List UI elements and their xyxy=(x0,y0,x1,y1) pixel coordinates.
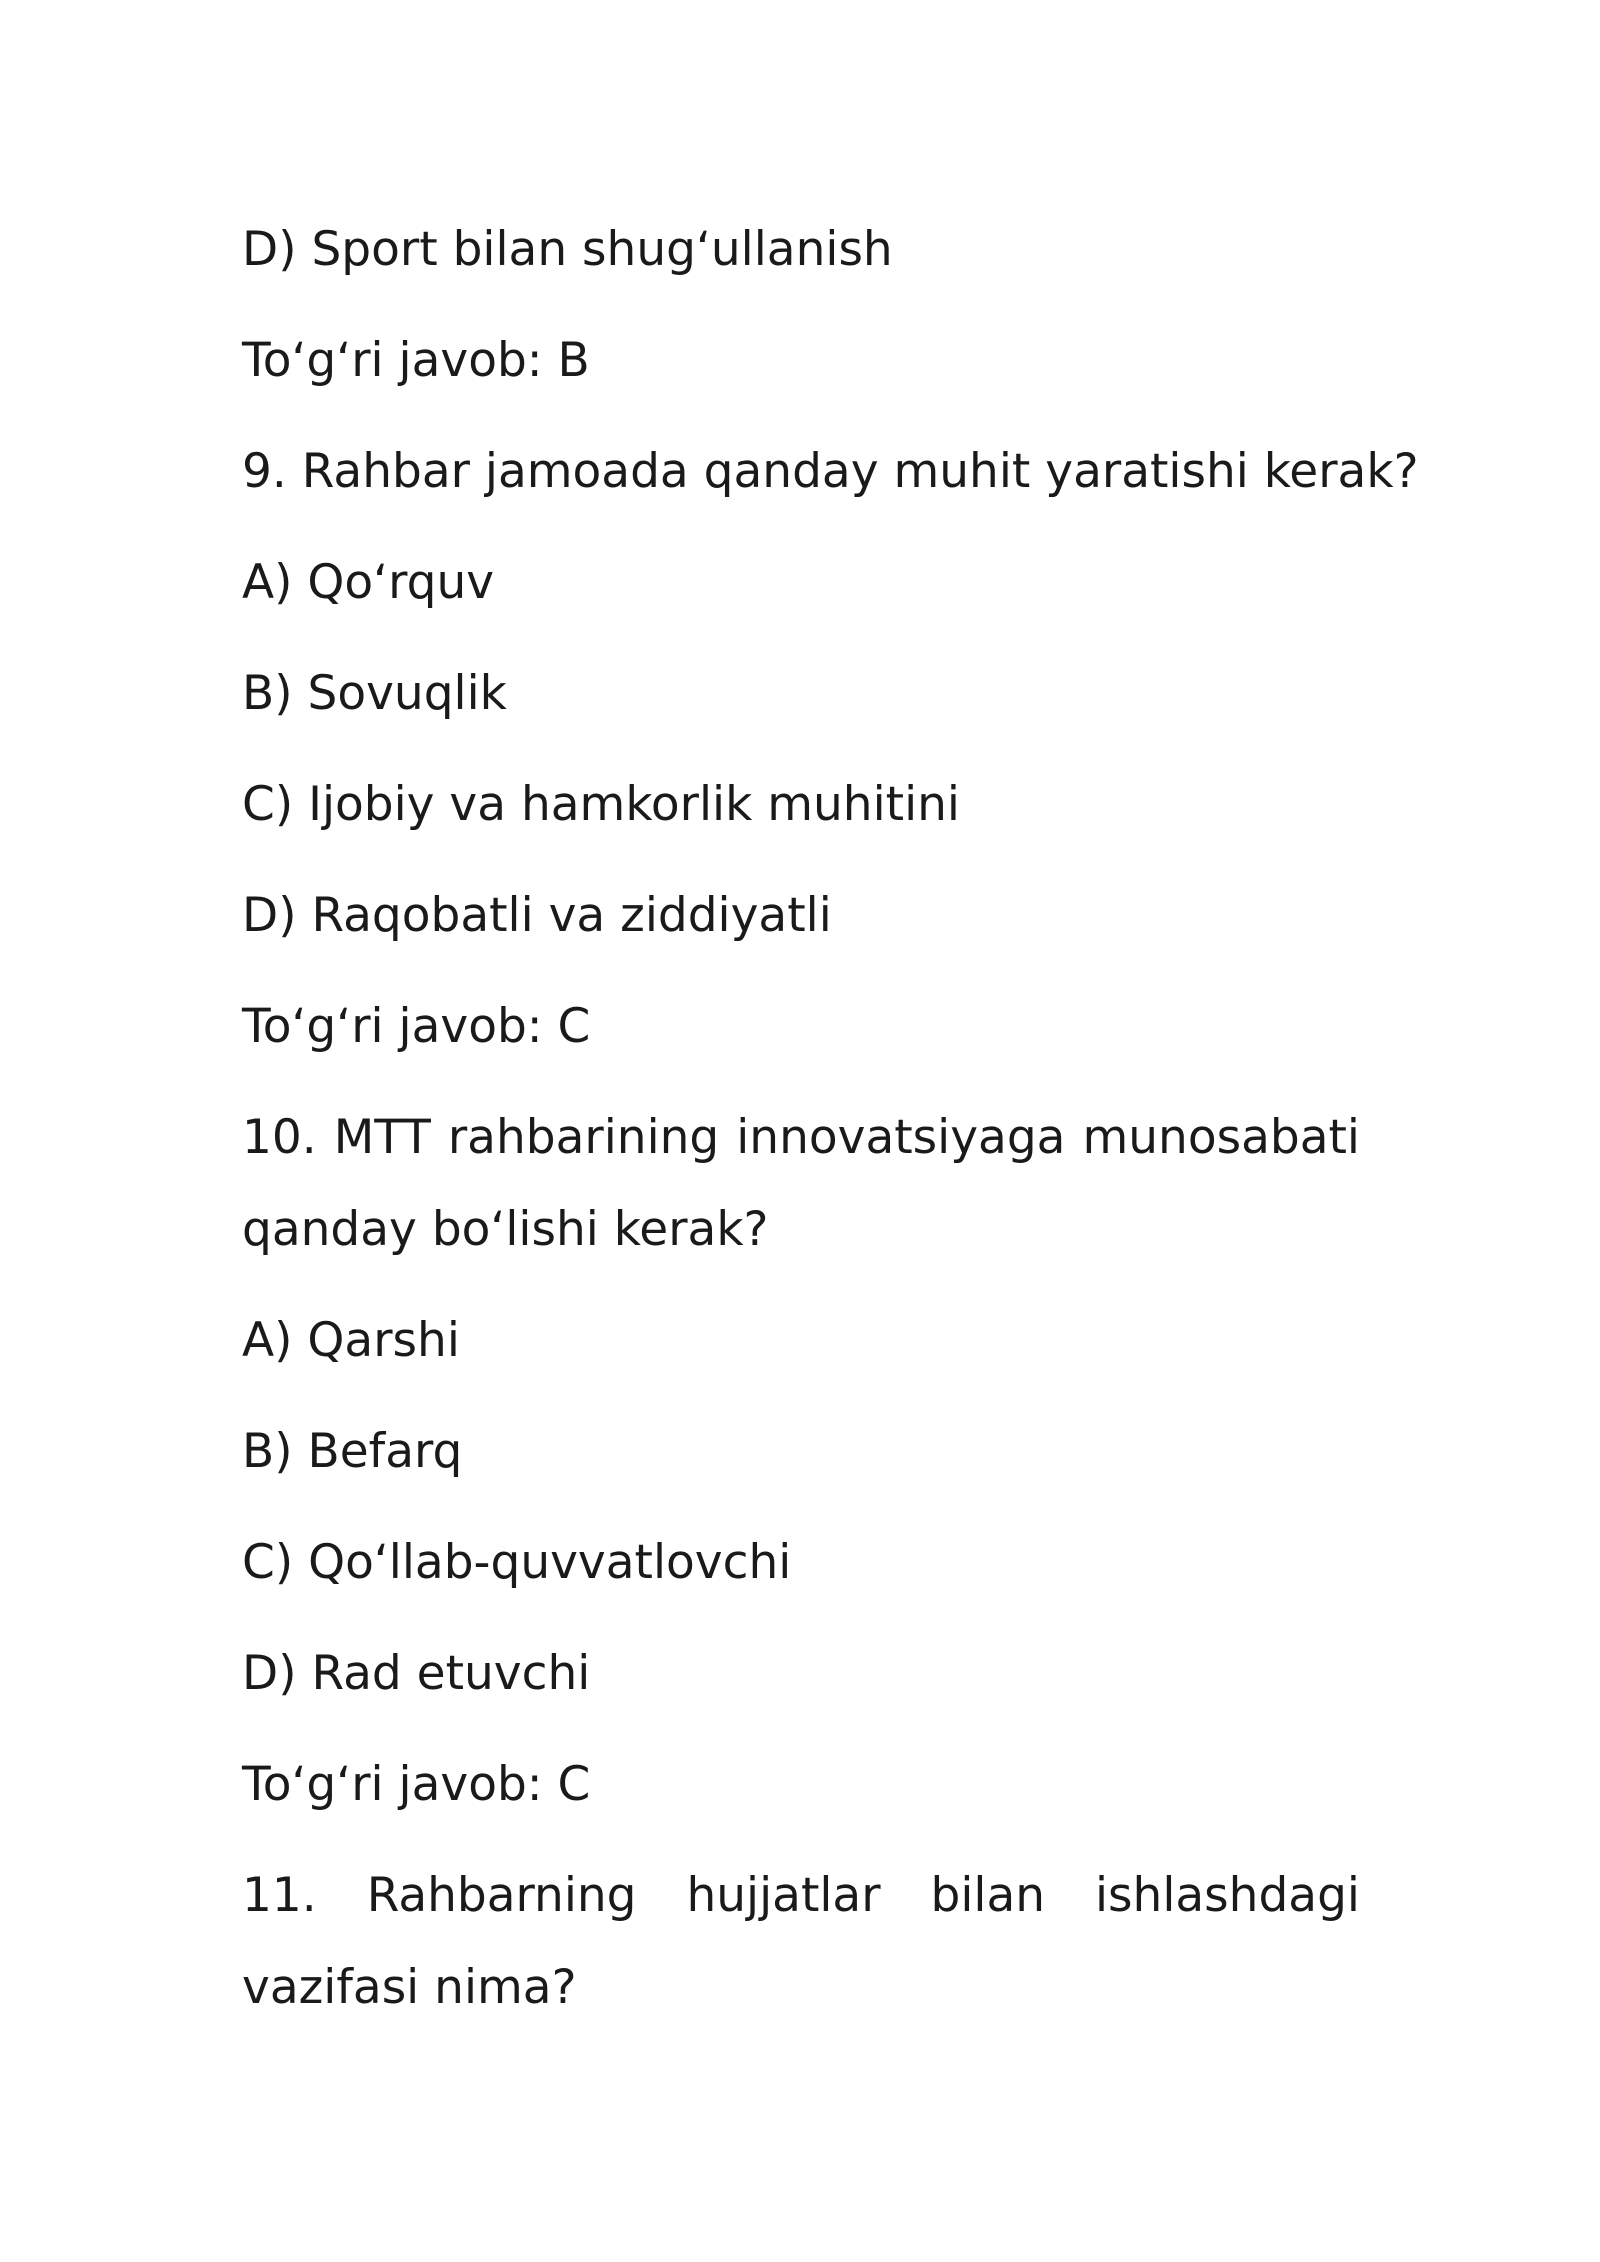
correct-answer: To‘g‘ri javob: C xyxy=(242,999,591,1054)
option-d: D) Raqobatli va ziddiyatli xyxy=(242,888,832,943)
question-11-text: 11. Rahbarning hujjatlar bilan ishlashdagi vazifasi nima? xyxy=(242,1868,1360,2015)
question-10-text: 10. MTT rahbarining innovatsiyaga munosabati qanday bo‘lishi kerak? xyxy=(242,1110,1360,1257)
question-9: 9. Rahbar jamoada qanday muhit yaratishi kerak? xyxy=(242,444,1419,499)
option-d: D) Rad etuvchi xyxy=(242,1646,591,1701)
document-page xyxy=(242,222,1419,2071)
option-a: A) Qarshi xyxy=(242,1313,460,1368)
option-b: B) Befarq xyxy=(242,1424,463,1479)
option-c: C) Ijobiy va hamkorlik muhitini xyxy=(242,777,960,832)
option-d: D) Sport bilan shug‘ullanish xyxy=(242,222,893,277)
question-10 xyxy=(242,1092,1360,1276)
option-c: C) Qo‘llab-quvvatlovchi xyxy=(242,1535,792,1590)
correct-answer: To‘g‘ri javob: C xyxy=(242,1757,591,1812)
option-a: A) Qo‘rquv xyxy=(242,555,495,610)
question-11 xyxy=(242,1850,1360,2034)
correct-answer: To‘g‘ri javob: B xyxy=(242,333,590,388)
option-b: B) Sovuqlik xyxy=(242,666,507,721)
